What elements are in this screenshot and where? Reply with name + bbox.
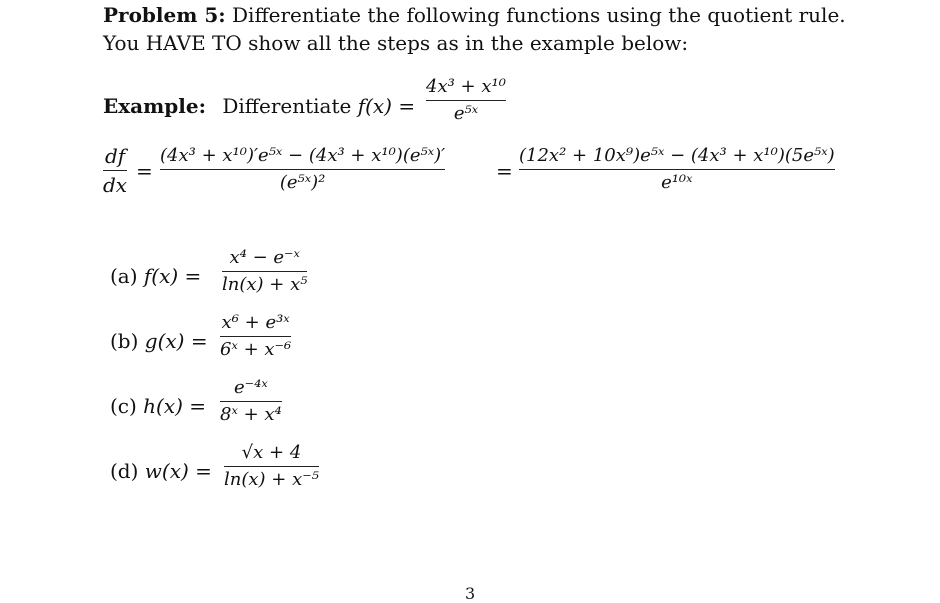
- step1-denominator: (e⁵ˣ)²: [279, 172, 326, 193]
- derivative-numerator: df: [104, 144, 126, 168]
- derivative-denominator: dx: [103, 173, 128, 197]
- problem-function: w(x) =: [144, 459, 212, 483]
- example-line: [103, 94, 415, 118]
- problem-header: [103, 3, 846, 27]
- derivative-step1: [160, 147, 445, 192]
- example-fraction: [426, 78, 506, 123]
- problem-label: Problem 5:: [103, 3, 226, 27]
- problem-c-label: [110, 394, 206, 418]
- problem-d-label: [110, 459, 212, 483]
- problem-numerator: e⁻⁴ˣ: [233, 377, 268, 398]
- problem-denominator: 8ˣ + x⁴: [220, 404, 282, 425]
- step2-denominator: e¹⁰ˣ: [661, 172, 693, 193]
- problem-numerator: x⁴ − e⁻ˣ: [229, 247, 300, 268]
- problem-a-label: [110, 264, 201, 288]
- derivative-lhs: [103, 146, 127, 195]
- fraction-bar: [160, 169, 445, 170]
- fraction-bar: [220, 401, 282, 402]
- problem-numerator: √x + 4: [241, 442, 302, 463]
- problem-denominator: ln(x) + x⁵: [222, 274, 308, 295]
- example-prefix: Differentiate: [222, 94, 352, 118]
- problem-b-fraction: [220, 314, 291, 359]
- fraction-bar: [224, 466, 319, 467]
- problem-a-fraction: [222, 249, 307, 294]
- example-label: Example:: [103, 94, 206, 118]
- problem-label: (c): [110, 394, 137, 418]
- problem-label: (d): [110, 459, 139, 483]
- problem-label: (a): [110, 264, 138, 288]
- step1-numerator: (4x³ + x¹⁰)′e⁵ˣ − (4x³ + x¹⁰)(e⁵ˣ)′: [160, 145, 446, 166]
- problem-c-fraction: [220, 379, 282, 424]
- equals-sign-1: =: [136, 159, 153, 183]
- problem-label: (b): [110, 329, 139, 353]
- fraction-bar: [519, 169, 835, 170]
- fraction-bar: [103, 170, 127, 171]
- problem-b-label: [110, 329, 208, 353]
- page-number: 3: [465, 584, 476, 603]
- problem-d-fraction: [224, 444, 319, 489]
- problem-denominator: 6ˣ + x⁻⁶: [220, 339, 292, 360]
- problem-numerator: x⁶ + e³ˣ: [221, 312, 290, 333]
- example-numerator: 4x³ + x¹⁰: [426, 76, 506, 97]
- problem-instruction-line2: You HAVE TO show all the steps as in the example below:: [103, 31, 689, 55]
- fraction-bar: [222, 271, 307, 272]
- example-denominator: e⁵ˣ: [453, 103, 479, 124]
- problem-function: f(x) =: [143, 264, 202, 288]
- example-function: f(x) =: [357, 94, 416, 118]
- problem-function: g(x) =: [144, 329, 208, 353]
- fraction-bar: [426, 100, 506, 101]
- problem-denominator: ln(x) + x⁻⁵: [224, 469, 319, 490]
- fraction-bar: [220, 336, 291, 337]
- derivative-step2: [519, 147, 835, 192]
- problem-instruction: Differentiate the following functions using the quotient rule.: [232, 3, 846, 27]
- problem-function: h(x) =: [143, 394, 207, 418]
- equals-sign-2: =: [496, 159, 513, 183]
- step2-numerator: (12x² + 10x⁹)e⁵ˣ − (4x³ + x¹⁰)(5e⁵ˣ): [519, 145, 835, 166]
